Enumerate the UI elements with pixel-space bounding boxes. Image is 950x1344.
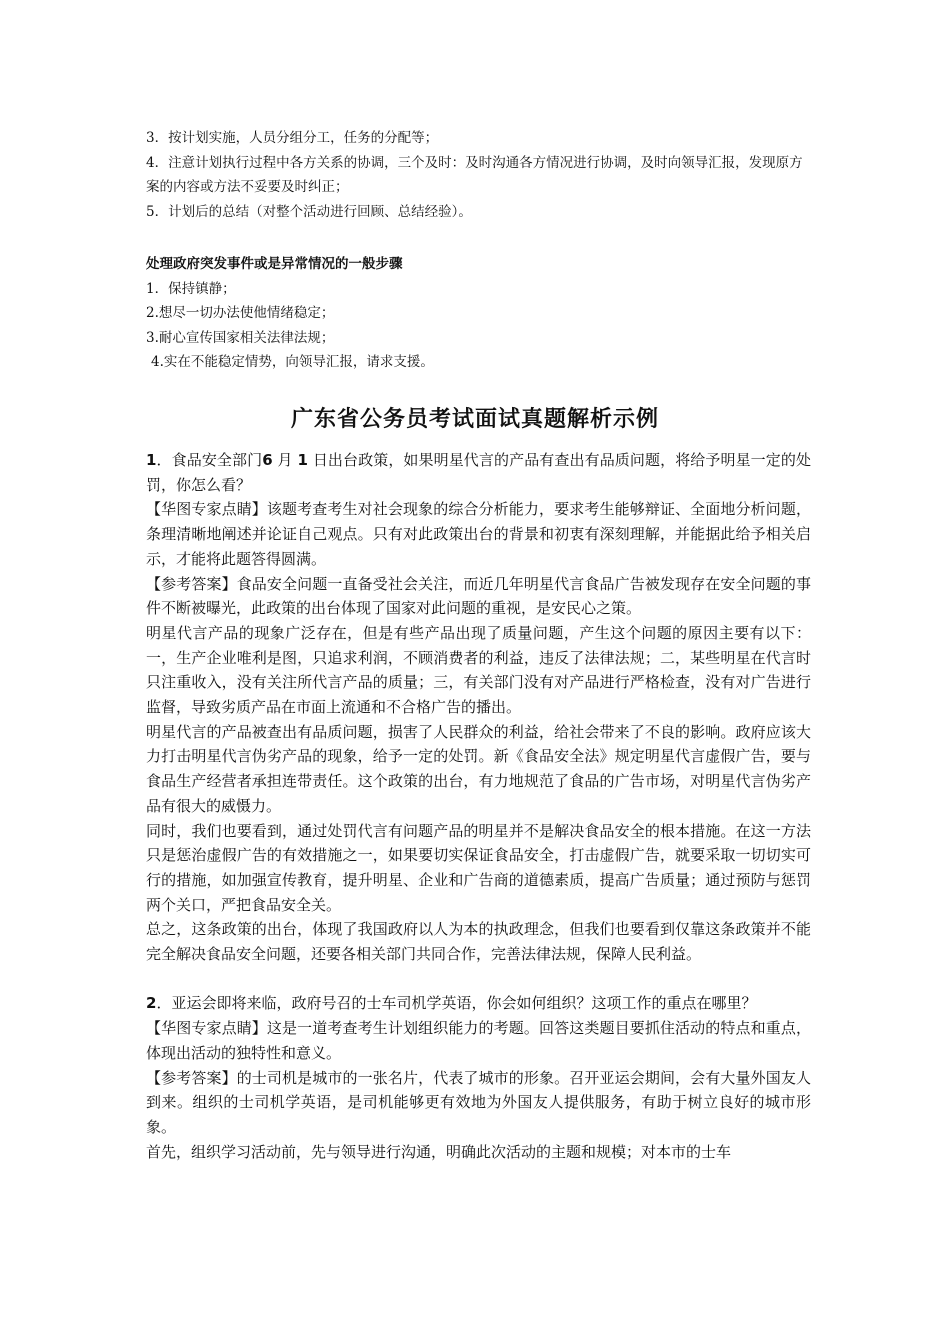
paragraph: 【参考答案】食品安全问题一直备受社会关注，而近几年明星代言食品广告被发现存在安全问题的事件不断被曝光，此政策的出台体现了国家对此问题的重视，是安民心之策。 [146, 574, 811, 618]
plan-steps-list [146, 126, 816, 224]
list-item: 4．注意计划执行过程中各方关系的协调，三个及时：及时沟通各方情况进行协调，及时向领导汇报，发现原方案的内容或方法不妥要及时纠正； [146, 154, 803, 195]
list-item: 4.实在不能稳定情势，向领导汇报，请求支援。 [151, 354, 434, 370]
paragraph: 【华图专家点睛】这是一道考查考生计划组织能力的考题。回答这类题目要抓住活动的特点和重点，体现出活动的独特性和意义。 [146, 1019, 811, 1062]
paragraph: 总之，这条政策的出台，体现了我国政府以人为本的执政理念，但我们也要看到仅靠这条政策并不能完全解决食品安全问题，还要各相关部门共同合作，完善法律法规，保障人民利益。 [146, 920, 811, 964]
paragraph: 首先，组织学习活动前，先与领导进行沟通，明确此次活动的主题和规模；对本市的士车 [146, 1142, 732, 1161]
section-title: 处理政府突发事件或是异常情况的一般步骤 [146, 256, 403, 272]
list-item: 3．按计划实施，人员分组分工，任务的分配等； [146, 130, 439, 146]
question-number: 2 [146, 994, 157, 1013]
question-number: 1 [146, 451, 157, 469]
list-item: 5．计划后的总结（对整个活动进行回顾、总结经验）。 [146, 203, 472, 220]
paragraph: 【参考答案】的士司机是城市的一张名片，代表了城市的形象。召开亚运会期间，会有大量外国友人到来。组织的士司机学英语，是司机能够更有效地为外国友人提供服务，有助于树立良好的城市形象。 [146, 1068, 811, 1136]
list-item: 1．保持镇静； [146, 280, 236, 297]
list-item: 2.想尽一切办法使他情绪稳定； [146, 305, 335, 321]
page-title: 广东省公务员考试面试真题解析示例 [290, 407, 659, 432]
paragraph: 同时，我们也要看到，通过处罚代言有问题产品的明星并不是解决食品安全的根本措施。在这一方法只是惩治虚假广告的有效措施之一，如果要切实保证食品安全，打击虚假广告，就要采取一切切实可行的措施，如加强宣传教育，提升明星、企业和广告商的道德素质，提高广告质量；通过预防与惩罚两个关口，严把食品安全关。 [146, 821, 811, 914]
list-item: 3.耐心宣传国家相关法律法规； [146, 329, 335, 346]
spacer [146, 967, 811, 992]
paragraph: 明星代言产品的现象广泛存在，但是有些产品出现了质量问题，产生这个问题的原因主要有以下：一，生产企业唯利是图，只追求利润，不顾消费者的利益，违反了法律法规；二，某些明星在代言时只注重收入，没有关注所代言产品的质量；三，有关部门没有对产品进行严格检查，没有对广告进行监督，导致劣质产品在市面上流通和不合格广告的播出。 [146, 623, 811, 717]
question-2: 2．亚运会即将来临，政府号召的士车司机学英语，你会如何组织？这项工作的重点在哪里？ [146, 994, 757, 1013]
paragraph: 【华图专家点睛】该题考查考生对社会现象的综合分析能力，要求考生能够辩证、全面地分析问题，条理清晰地阐述并论证自己观点。只有对此政策出台的背景和初衷有深刻理解，并能据此给予相关启示，才能将此题答得圆满。 [146, 500, 811, 568]
paragraph: 明星代言的产品被查出有品质问题，损害了人民群众的利益，给社会带来了不良的影响。政府应该大力打击明星代言伪劣产品的现象，给予一定的处罚。新《食品安全法》规定明星代言虚假广告，要与食品生产经营者承担连带责任。这个政策的出台，有力地规范了食品的广告市场，对明星代言伪劣产品有很大的威慑力。 [146, 722, 811, 815]
emergency-steps-section [146, 252, 816, 375]
question-1: 1．食品安全部门6 月 1 日出台政策，如果明星代言的产品有查出有品质问题，将给予明星一定的处罚，你怎么看？ [146, 451, 811, 494]
main-content [146, 448, 811, 1164]
